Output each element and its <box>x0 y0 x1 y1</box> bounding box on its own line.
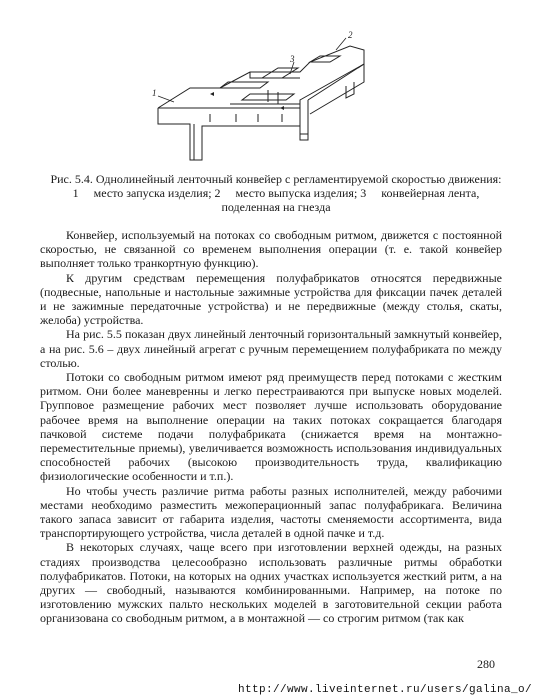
caption-line-1: Рис. 5.4. Однолинейный ленточный конвейер с регламентируемой скоростью движения: <box>50 172 502 186</box>
caption-line-3: поделенная на гнезда <box>221 200 331 214</box>
callout-2: 2 <box>348 30 353 40</box>
callout-3: 3 <box>290 54 295 64</box>
caption-line-2: 1 место запуска изделия; 2 место выпуска изделия; 3 конвейерная лента, <box>72 186 480 200</box>
page-number: 280 <box>477 657 495 671</box>
figure-caption <box>40 172 512 214</box>
paragraph: На рис. 5.5 показан двух линейный ленточный горизонтальный замкнутый конвейер, а на рис. 5.6 – двух линейный агрегат с ручным перемещением полуфабриката по между столью. <box>40 327 502 370</box>
watermark-url: http://www.liveinternet.ru/users/galina_o/ <box>237 684 532 696</box>
callout-1: 1 <box>152 88 157 98</box>
body-text <box>40 228 502 626</box>
conveyor-figure <box>150 28 375 168</box>
paragraph: Конвейер, используемый на потоках со свободным ритмом, движется с постоянной скоростью, не связанной со временем выполнения операции (т. е. такой конвейер выполняет только транкортную функцию). <box>40 228 502 271</box>
paragraph: В некоторых случаях, чаще всего при изготовлении верхней одежды, на разных стадиях производства целесообразно использовать различные ритмы обработки полуфабрикатов. Потоки, на которых на одних участках используется жесткий ритм, а на других — свободный, называются комбинированными. Например, на потоке по изготовлению мужских пальто нескольких моделей в заготовительной секции работа организована со свободным ритмом, а в монтажной — со строгим ритмом (так как <box>40 540 502 626</box>
paragraph: Потоки со свободным ритмом имеют ряд преимуществ перед потоками с жестким ритмом. Они более маневренны и легко перестраиваются при выпуске новых моделей. Групповое размещение рабочих мест позволяет лучше использовать оборудование рабочее время на выполнение операции на таких потоках сокращается благодаря пачковой системе подачи полуфабриката (снижается время на монтажно-переместительные приемы), увеличивается возможность использования индивидуальных способностей рабочих (высокою производительность труда, квалификацию физиологические особенности и т.п.). <box>40 370 502 484</box>
paragraph: Но чтобы учесть различие ритма работы разных исполнителей, между рабочими местами необходимо разместить межоперационный запас полуфабрикага. Величина такого запаса зависит от габарита изделия, частоты сменяемости ассортимента, вида транспортирующего устройства, числа деталей в одной пачке и т.д. <box>40 483 502 541</box>
paragraph: К другим средствам перемещения полуфабрикатов относятся передвижные (подвесные, напольные и настольные зажимные устройства для фиксации пачек деталей и не зажимные передаточные устройства) и не передвижные (между столья, скаты, желоба) устройства. <box>40 270 502 328</box>
